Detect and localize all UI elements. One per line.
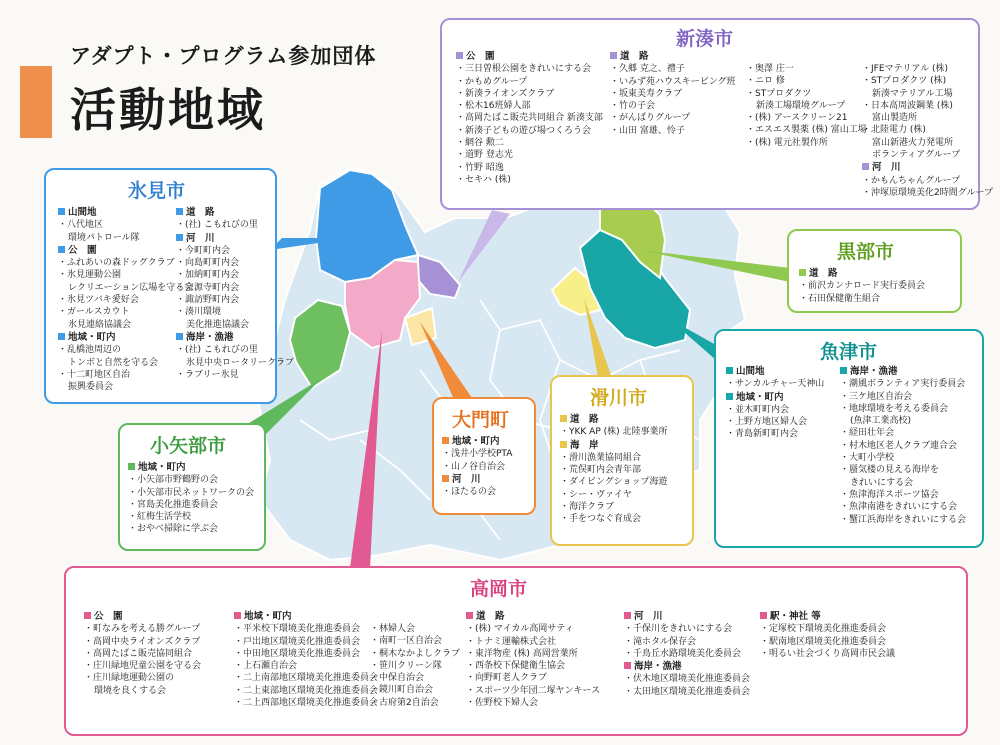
list-item: ・鏡川町自治会 [370,685,434,696]
region-box-takaoka [64,566,968,736]
list-item: ・大町小学校 [840,453,895,464]
list-item: ・東洋物産 (株) 高岡営業所 [466,648,578,659]
list-item: ・庄川緑地児童公園を守る会 [84,661,202,672]
section-heading-label: 河 川 [186,232,215,244]
title-accent-bar [20,66,52,138]
square-bullet-icon [799,269,806,276]
square-bullet-icon [442,475,449,482]
list-item-continuation: レクリエーション広場を守る会 [68,282,194,293]
kurobe-column-1 [799,267,925,305]
section-heading-label: 道 路 [620,51,649,62]
section-heading [624,661,750,673]
section-heading [128,462,254,474]
list-item: ・佐野校下婦人会 [466,698,539,709]
list-item: ・明るい社会づくり高岡市民会議 [760,648,896,659]
list-item: ・諏訪野町内会 [176,295,240,306]
list-item: ・魚津南港をきれいにする会 [840,502,958,513]
section-heading-label: 海岸・漁港 [186,331,234,343]
list-item: ・上野方地区婦人会 [726,417,808,428]
square-bullet-icon [560,441,567,448]
section-heading [862,162,993,174]
list-item: ・ほたるの会 [442,487,497,498]
section-heading-label: 道 路 [476,611,505,622]
section-heading-label: 地域・町内 [138,462,186,473]
list-item: ・滝ホタル保存会 [624,636,697,647]
list-item: ・十二町地区自治 [58,369,131,380]
shinminato-column-2 [610,50,736,137]
list-item: ・桐木なかよしクラブ [370,648,461,659]
list-item-continuation: 環境パトロール隊 [68,232,140,243]
list-item: ・ガールスカウト [58,307,130,318]
list-item: ・高岡たばこ販売協同組合 [84,648,193,659]
region-name: 新湊市 [676,28,734,50]
list-item: ・STプロダクツ (株) [862,76,947,87]
region-name: 大門町 [452,409,510,431]
region-name: 氷見市 [128,180,186,202]
himi-column-2 [176,206,294,381]
list-item: ・YKK AP (株) 北陸事業所 [560,427,668,438]
square-bullet-icon [466,612,473,619]
list-item: ・(株) アースクリーン21 [746,113,848,124]
list-item: ・南町一区自治会 [370,636,443,647]
list-item: ・山田 富雄、怜子 [610,125,685,136]
list-item: ・いみず苑ハウスキーピング班 [610,76,736,87]
list-item-continuation: 新湊マテリアル工場 [872,88,953,99]
list-item: ・経田壮年会 [840,428,895,439]
section-heading-label: 河 川 [452,473,481,485]
list-item: ・かもめグループ [456,76,528,87]
square-bullet-icon [862,163,869,170]
section-heading [840,366,966,378]
list-item: ・前沢カンナロード実行委員会 [799,281,926,292]
list-item: ・スポーツ少年団二塚ヤンキース [466,685,601,696]
list-item: ・(株) 電元社製作所 [746,137,828,148]
section-heading-label: 公 園 [68,244,97,256]
list-item-continuation: (魚津工業高校) [850,416,912,427]
takaoka-column-2 [234,610,378,709]
shinminato-column-4 [862,63,993,199]
list-item: ・二上西部地区環境美化推進委員会 [234,698,379,709]
list-item: ・湊川環境 [176,307,222,318]
list-item: ・新湊子どもの遊び場つくろう会 [456,125,592,136]
region-name: 魚津市 [820,341,878,363]
section-heading [466,611,600,623]
section-heading [442,474,512,486]
square-bullet-icon [840,367,847,374]
list-item: ・荒俣町内会青年部 [560,465,642,476]
list-item: ・紅梅生活学校 [128,512,192,523]
section-heading [176,233,294,245]
list-item: ・宮島美化推進委員会 [128,499,219,510]
square-bullet-icon [624,612,631,619]
list-item-continuation: きれいにする会 [850,477,914,488]
section-heading [176,207,294,219]
list-item: ・JFEマテリアル (株) [862,64,949,74]
section-heading [726,366,824,378]
square-bullet-icon [726,367,733,374]
list-item: ・海洋クラブ [560,502,615,513]
section-heading [176,332,294,344]
list-item: ・(株) マイカル高岡サティ [466,624,574,635]
region-name: 黒部市 [837,241,895,263]
list-item: ・西条校下保健衛生協会 [466,661,566,672]
list-item: ・太田地区環境美化推進委員会 [624,686,751,697]
list-item: ・沖塚原環境美化2時間グループ [862,187,994,198]
list-item: ・青島新町町内会 [726,429,799,440]
takaoka-column-4 [466,610,600,709]
list-item: ・トナミ運輸株式会社 [466,636,557,647]
list-item: ・加納町町内会 [176,270,240,281]
list-item: ・サンカルチャー天神山 [726,379,825,390]
section-heading [610,51,736,63]
square-bullet-icon [456,52,463,59]
list-item: ・竹の子会 [610,101,656,112]
section-heading [84,611,201,623]
square-bullet-icon [760,612,767,619]
list-item: ・石田保健衛生組合 [799,293,881,304]
section-heading-label: 海 岸 [570,439,599,451]
list-item: ・松木16班婦人部 [456,101,531,112]
list-item: ・八代地区 [58,220,104,231]
section-heading-label: 海岸・漁港 [634,661,682,673]
region-name: 滑川市 [590,387,648,409]
list-item: ・STプロダクツ [746,88,812,99]
list-item-continuation: 富山製造所 [872,113,918,124]
daimon-column-1 [442,435,512,498]
list-item: ・笹川クリーン隊 [370,660,442,671]
section-heading [58,207,193,219]
square-bullet-icon [58,208,65,215]
list-item: ・シー・ヴァイヤ [560,489,632,500]
list-item-continuation: 環境を良くする会 [94,685,167,696]
takaoka-column-3 [370,623,460,709]
region-box-daimon [432,397,536,515]
list-item: ・古府第2自治会 [370,697,439,708]
list-item-continuation: トンボと自然を守る会 [68,357,159,368]
section-heading-label: 河 川 [872,162,901,174]
square-bullet-icon [128,463,135,470]
section-heading-label: 道 路 [809,268,838,279]
section-heading [234,611,378,623]
uozu-column-1 [726,365,824,441]
list-item: ・新湊ライオンズクラブ [456,88,555,99]
square-bullet-icon [84,612,91,619]
list-item: ・高岡たばこ販売共同組合 新湊支部 [456,113,603,124]
list-item-continuation: ボランティアグループ [872,150,961,161]
list-item: ・定塚校下環境美化推進委員会 [760,624,887,635]
shinminato-column-1 [456,50,603,186]
page-subtitle: アダプト・プログラム参加団体 [70,44,377,68]
square-bullet-icon [560,415,567,422]
list-item: ・山ノ谷自治会 [442,461,506,472]
square-bullet-icon [442,437,449,444]
list-item: ・セキハ (株) [456,174,511,185]
list-item: ・エスエス製薬 (株) 富山工場 [746,125,867,136]
list-item: ・蟹江浜海岸をきれいにする会 [840,514,967,525]
section-heading-label: 公 園 [466,51,495,62]
list-item: ・向野町老人クラブ [466,673,548,684]
square-bullet-icon [176,333,183,340]
list-item: ・向島町町内会 [176,258,240,269]
list-item: ・乱橋池周辺の [58,345,122,356]
list-item: ・平米校下環境美化推進委員会 [234,624,361,635]
section-heading-label: 公 園 [94,611,123,622]
takaoka-column-6 [760,610,895,660]
section-heading [726,392,824,404]
list-item: ・中保自治会 [370,673,425,684]
section-heading-label: 駅・神社 等 [770,611,821,622]
list-item: ・小矢部市民ネットワークの会 [128,487,255,498]
oyabe-column-1 [128,461,254,536]
list-item-continuation: 新湊工場環境グループ [756,100,846,111]
section-heading-label: 山間地 [68,207,97,218]
section-heading [58,332,193,344]
namerikawa-column-1 [560,413,668,526]
list-item: ・(社) こもれびの里 [176,345,258,356]
square-bullet-icon [610,52,617,59]
section-heading [456,51,603,63]
list-item: ・久郷 克之、禮子 [610,64,685,75]
square-bullet-icon [726,393,733,400]
list-item: ・伏木地区環境美化推進委員会 [624,674,751,685]
list-item: ・ニロ 修 [746,76,785,87]
list-item-continuation: 振興委員会 [68,382,114,393]
region-box-himi [44,168,295,404]
list-item: ・奥澤 庄一 [746,64,794,74]
list-item: ・千鳥丘水路環境美化委員会 [624,648,742,659]
list-item: ・林婦人会 [370,624,416,634]
list-item: ・潮風ボランティア実行委員会 [840,379,966,390]
list-item-continuation: 美化推進協議会 [186,319,250,330]
square-bullet-icon [58,333,65,340]
region-name: 小矢部市 [150,435,227,457]
list-item: ・道野 登志光 [456,150,513,161]
list-item: ・地球環境を考える委員会 [840,403,949,414]
list-item: ・中田地区環境美化推進委員会 [234,648,361,659]
list-item-continuation: 氷見中央ロータリークラブ [186,357,295,368]
region-box-uozu [714,329,984,548]
square-bullet-icon [176,234,183,241]
list-item: ・上石瀬自治会 [234,661,298,672]
section-heading-label: 道 路 [570,414,599,425]
list-item: ・並木町町内会 [726,404,790,415]
list-item: ・庄川緑地運動公園の [84,673,175,684]
list-item: ・町なみを考える勝グループ [84,624,201,635]
takaoka-column-1 [84,610,201,697]
list-item: ・村木地区老人クラブ連合会 [840,440,958,451]
list-item-continuation: 氷見連絡協議会 [68,319,132,330]
list-item: ・千保川をきれいにする会 [624,624,733,635]
list-item: ・今町町内会 [176,245,231,256]
list-item: ・ダイビングショップ海遊 [560,477,668,488]
section-heading-label: 地域・町内 [68,331,116,343]
list-item: ・がんばりグループ [610,113,691,124]
uozu-column-2 [840,365,966,526]
section-heading-label: 地域・町内 [244,611,292,622]
section-heading-label: 道 路 [186,207,215,218]
list-item: ・日本高周波鋼業 (株) [862,100,953,111]
list-item: ・駅南地区環境美化推進委員会 [760,636,887,647]
region-box-namerikawa [550,375,694,546]
region-box-kurobe [787,229,962,313]
list-item: ・高岡中央ライオンズクラブ [84,636,201,647]
section-heading-label: 河 川 [634,611,663,622]
list-item: ・浅井小学校PTA [442,449,513,460]
list-item: ・氷見ツバキ愛好会 [58,295,139,306]
section-heading [58,245,193,257]
section-heading [560,440,668,452]
square-bullet-icon [234,612,241,619]
list-item: ・二上南部地区環境美化推進委員会 [234,673,379,684]
list-item: ・坂東美寿クラブ [610,88,683,99]
list-item: ・ラブリー氷見 [176,369,239,380]
section-heading-label: 地域・町内 [452,436,500,447]
list-item: ・手をつなぐ育成会 [560,514,642,525]
region-box-shinminato [440,18,994,210]
section-heading [560,414,668,426]
list-item: ・ふれあいの森ドッグクラブ [58,258,175,269]
list-item: ・北陸電力 (株) [862,125,926,136]
section-heading [760,611,895,623]
section-heading-label: 地域・町内 [736,391,784,403]
square-bullet-icon [624,662,631,669]
takaoka-column-5 [624,610,750,698]
list-item: ・滑川漁業協同組合 [560,452,642,463]
list-item: ・かもんちゃんグループ [862,175,961,186]
section-heading-label: 山間地 [736,366,765,377]
list-item: ・竹野 昭逸 [456,162,504,173]
region-name: 高岡市 [470,578,528,600]
list-item: ・網谷 勲二 [456,138,504,149]
list-item: ・おやべ掃除に学ぶ会 [128,524,219,535]
list-item: ・小矢部市野鶴野の会 [128,475,219,486]
square-bullet-icon [58,246,65,253]
list-item: ・三ケ地区自治会 [840,391,913,402]
list-item-continuation: 富山新港火力発電所 [872,137,954,148]
section-heading [799,268,925,280]
section-heading-label: 海岸・漁港 [850,366,898,377]
list-item: ・三日曽根公園をきれいにする会 [456,64,592,75]
list-item: ・蜃気楼の見える海岸を [840,465,940,476]
page-title: 活動地域 [70,83,266,137]
section-heading [442,436,512,448]
list-item: ・魚津海洋スポーツ協会 [840,489,939,500]
list-item: ・戸出地区環境美化推進委員会 [234,636,361,647]
shinminato-column-3 [746,63,867,149]
square-bullet-icon [176,208,183,215]
list-item: ・二上東部地区環境美化推進委員会 [234,685,379,696]
himi-column-1 [58,206,193,393]
list-item: ・(社) こもれびの里 [176,220,258,231]
section-heading [624,611,750,623]
region-box-oyabe [118,423,266,551]
list-item: ・宗源寺町内会 [176,282,240,293]
list-item: ・氷見運動公園 [58,270,122,281]
